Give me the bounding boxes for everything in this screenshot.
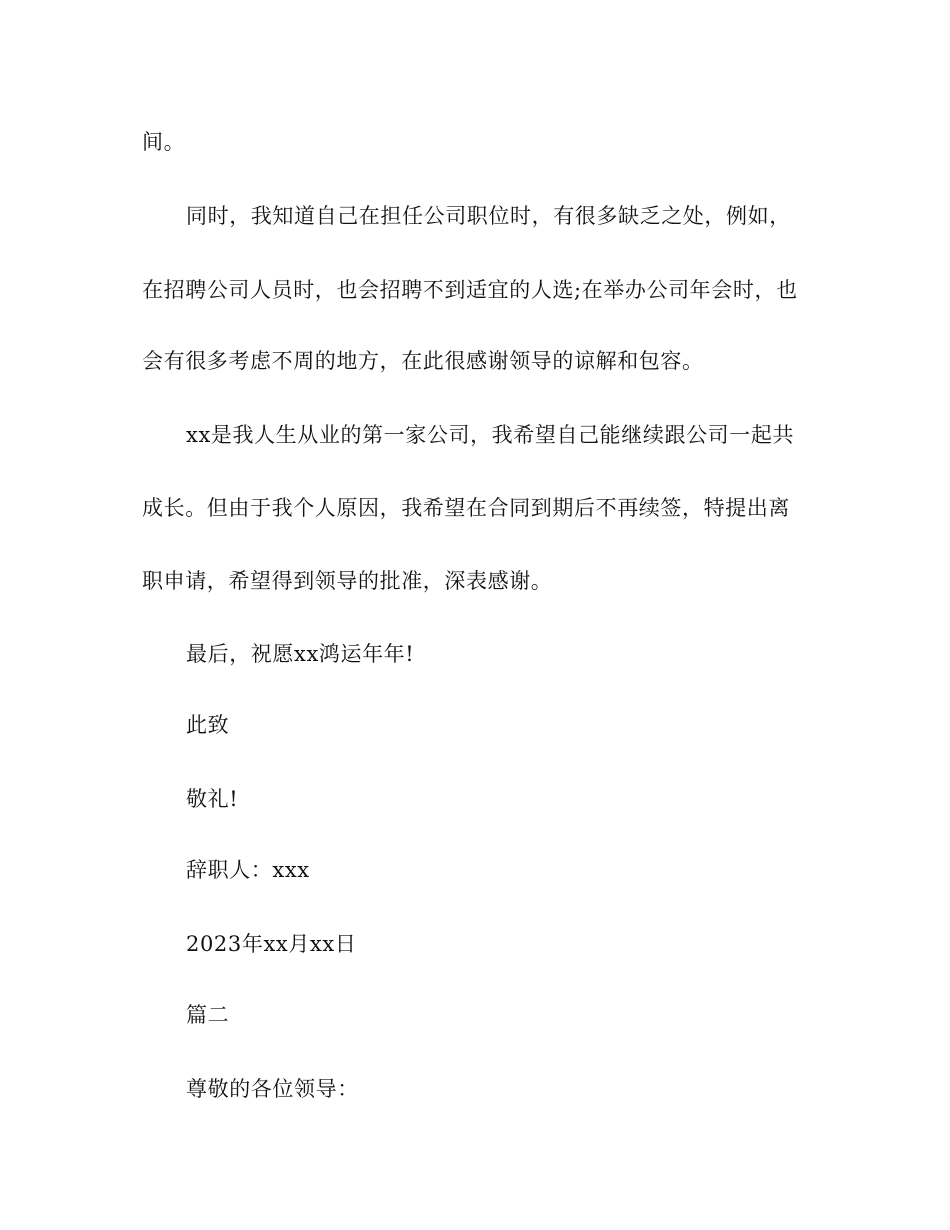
signature-line: 辞职人：xxx xyxy=(186,858,310,882)
text-line: 在招聘公司人员时，也会招聘不到适宜的人选;在举办公司年会时，也 xyxy=(142,278,798,302)
text-line: 同时，我知道自己在担任公司职位时，有很多缺乏之处，例如， xyxy=(186,204,791,228)
text-line: 职申请，希望得到领导的批准，深表感谢。 xyxy=(142,569,553,593)
greeting-line: 尊敬的各位领导： xyxy=(186,1077,359,1101)
text-line: 成长。但由于我个人原因，我希望在合同到期后不再续签，特提出离 xyxy=(142,496,790,520)
date-line: 2023年xx月xx日 xyxy=(186,932,357,956)
text-line: 会有很多考虑不周的地方，在此很感谢领导的谅解和包容。 xyxy=(142,349,704,373)
closing-wish: 最后，祝愿xx鸿运年年! xyxy=(186,642,415,666)
section-heading: 篇二 xyxy=(186,1003,230,1027)
closing-salutation: 此致 xyxy=(186,713,230,737)
text-line: 间。 xyxy=(142,130,186,154)
closing-regards: 敬礼! xyxy=(186,787,239,811)
text-line: xx是我人生从业的第一家公司，我希望自己能继续跟公司一起共 xyxy=(186,423,795,447)
